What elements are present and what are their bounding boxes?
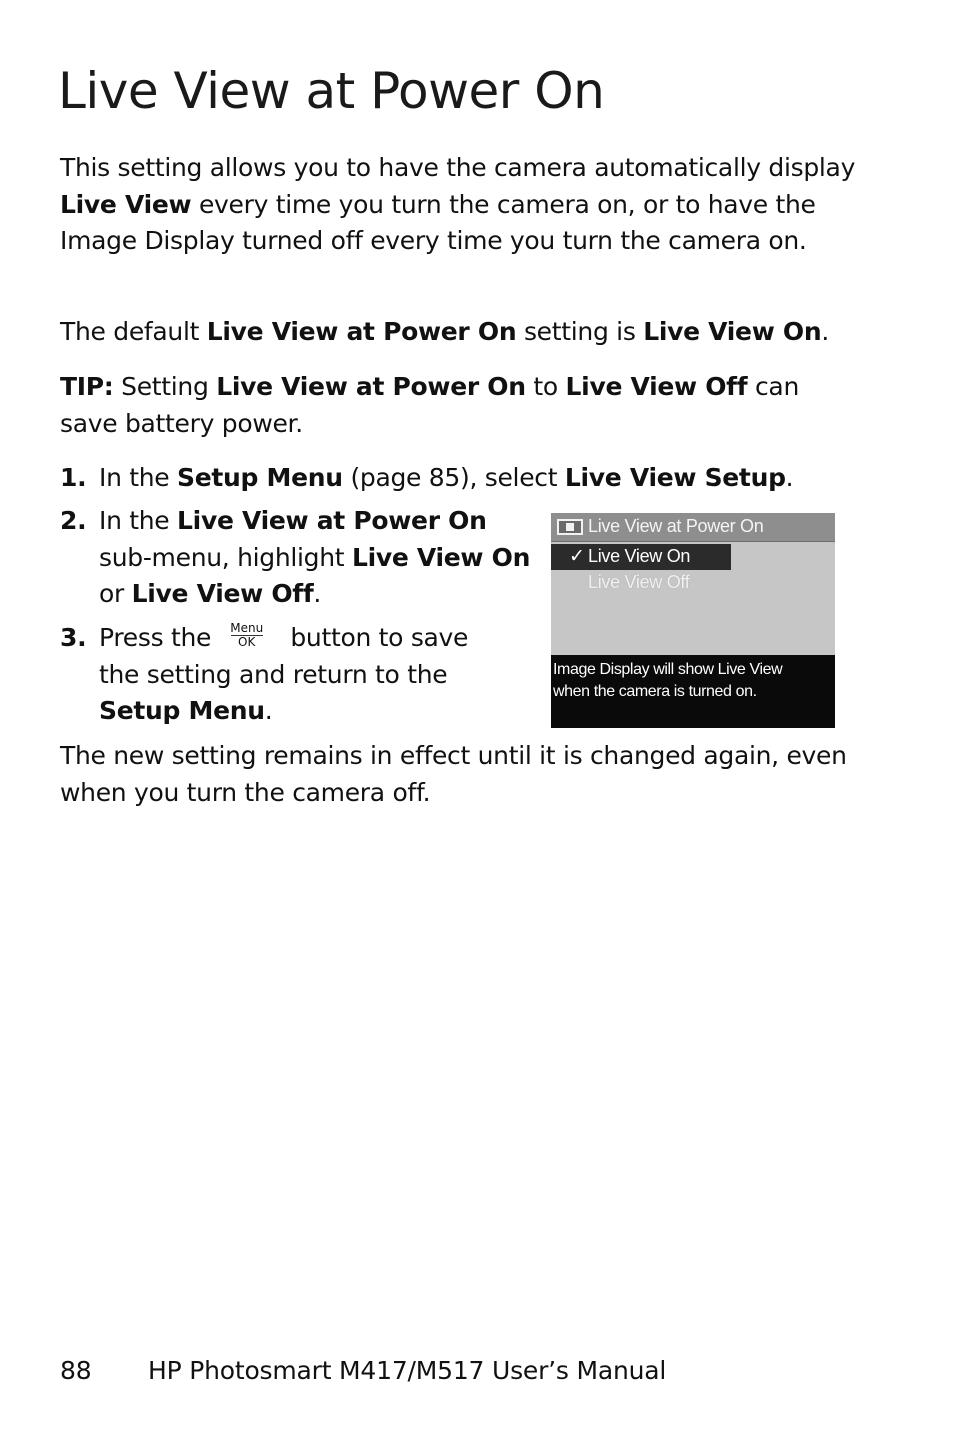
- tip-label: TIP:: [60, 372, 114, 401]
- camera-setup-icon: [557, 519, 583, 535]
- step-3: 3. Press the Menu OK button to save the setting and return to the Setup Menu.: [60, 621, 469, 725]
- screen-help-text: Image Display will show Live View when the camera is turned on.: [551, 655, 835, 728]
- tip-paragraph: TIP: Setting Live View at Power On to Live View Off can save battery power.: [60, 372, 800, 438]
- step-2: 2. In the Live View at Power On sub-menu, highlight Live View On or Live View Off.: [60, 503, 540, 613]
- checkmark-icon: ✓: [569, 546, 585, 567]
- menu-option-live-view-off: Live View Off: [588, 572, 690, 592]
- intro-paragraph: This setting allows you to have the camera automatically display Live View every time you turn the camera on, or to have the Image Display turned off every time you turn the camera on.: [60, 153, 856, 255]
- default-setting-paragraph: The default Live View at Power On setting is Live View On.: [60, 317, 829, 346]
- step-number: 3.: [60, 623, 87, 652]
- final-paragraph: The new setting remains in effect until it is changed again, even when you turn the camera off.: [60, 741, 847, 807]
- step-number: 2.: [60, 506, 87, 535]
- step-1: 1. In the Setup Menu (page 85), select Live View Setup.: [60, 460, 860, 497]
- screen-header: [551, 513, 835, 542]
- screen-header-title: Live View at Power On: [588, 516, 764, 536]
- page-title: Live View at Power On: [58, 62, 605, 120]
- page-number: 88: [60, 1356, 92, 1385]
- manual-title: HP Photosmart M417/M517 User’s Manual: [148, 1356, 667, 1385]
- menu-ok-button-icon: Menu OK: [230, 621, 264, 649]
- step-number: 1.: [60, 463, 87, 492]
- camera-screen-screenshot: [551, 513, 835, 728]
- menu-option-live-view-on: ✓ Live View On: [551, 544, 731, 570]
- term-live-view: Live View: [60, 189, 192, 219]
